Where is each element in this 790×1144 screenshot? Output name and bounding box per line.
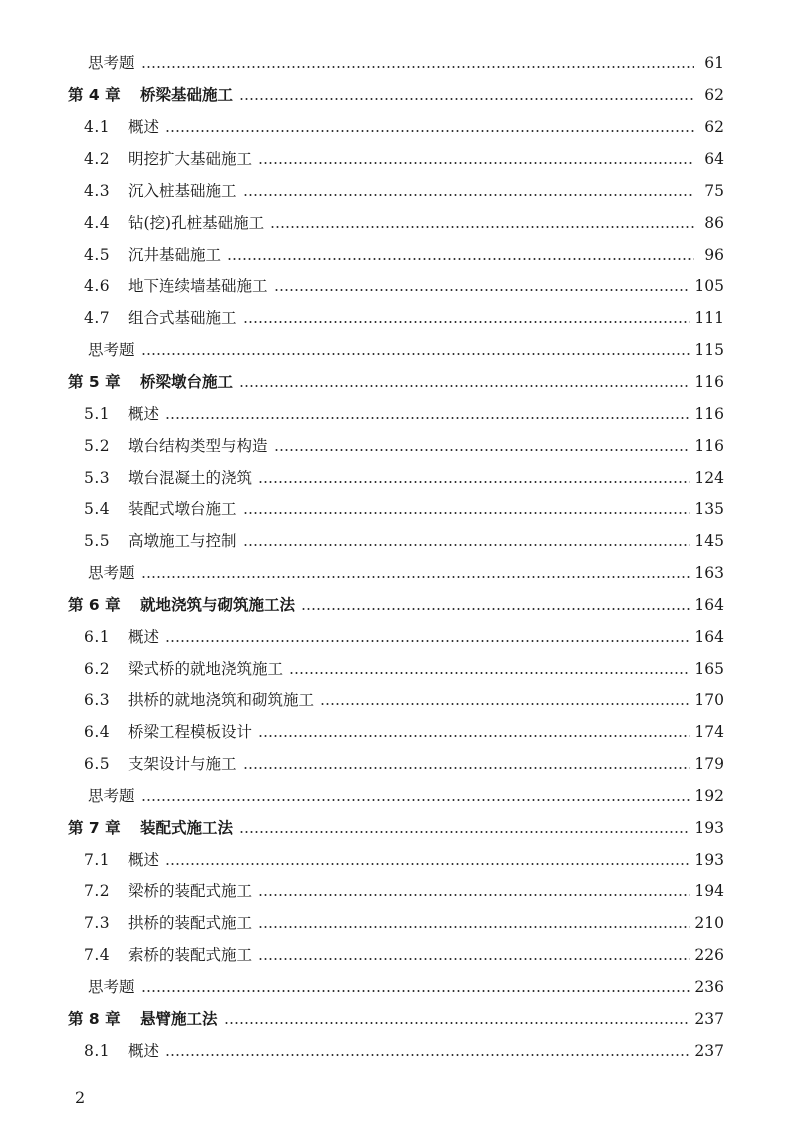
toc-entry-page: 96 bbox=[704, 246, 724, 264]
toc-entry-number: 4.2 bbox=[84, 150, 111, 168]
toc-entry-page: 116 bbox=[694, 405, 724, 423]
dot-leader bbox=[227, 258, 694, 260]
toc-entry-title: 就地浇筑与砌筑施工法 bbox=[140, 596, 296, 614]
dot-leader bbox=[270, 226, 694, 228]
toc-entry-number: 6.1 bbox=[84, 628, 111, 646]
toc-entry-page: 75 bbox=[704, 182, 724, 200]
dot-leader bbox=[243, 544, 691, 546]
toc-entry-title: 支架设计与施工 bbox=[128, 755, 237, 773]
dot-leader bbox=[243, 767, 691, 769]
toc-entry-page: 61 bbox=[704, 54, 724, 72]
dot-leader bbox=[258, 481, 690, 483]
dot-leader bbox=[243, 321, 691, 323]
toc-entry-title: 思考题 bbox=[88, 787, 135, 805]
toc-entry-title: 组合式基础施工 bbox=[128, 309, 237, 327]
toc-entry-section[interactable] bbox=[84, 176, 724, 200]
toc-entry-section[interactable] bbox=[84, 271, 724, 295]
toc-entry-section[interactable] bbox=[84, 845, 724, 869]
toc-entry-title: 概述 bbox=[128, 405, 160, 423]
page-number: 2 bbox=[75, 1088, 86, 1107]
toc-entry-number: 5.3 bbox=[84, 469, 111, 487]
toc-entry-number: 7.2 bbox=[84, 882, 111, 900]
toc-entry-number: 6.5 bbox=[84, 755, 111, 773]
toc-entry-chapter[interactable] bbox=[68, 590, 724, 614]
toc-entry-number: 8.1 bbox=[84, 1042, 111, 1060]
toc-entry-page: 174 bbox=[694, 723, 724, 741]
dot-leader bbox=[258, 926, 690, 928]
toc-entry-page: 179 bbox=[694, 755, 724, 773]
dot-leader bbox=[239, 98, 694, 100]
toc-entry-section[interactable] bbox=[84, 208, 724, 232]
toc-entry-section[interactable] bbox=[84, 654, 724, 678]
dot-leader bbox=[239, 831, 690, 833]
toc-entry-number: 第 8 章 bbox=[68, 1010, 121, 1028]
toc-entry-title: 概述 bbox=[128, 1042, 160, 1060]
toc-entry-section[interactable] bbox=[84, 622, 724, 646]
dot-leader bbox=[301, 608, 690, 610]
toc-entry-page: 62 bbox=[704, 86, 724, 104]
toc-entry-page: 226 bbox=[694, 946, 724, 964]
toc-entry-section[interactable] bbox=[84, 112, 724, 136]
dot-leader bbox=[258, 735, 690, 737]
toc-entry-number: 4.3 bbox=[84, 182, 111, 200]
toc-entry-number: 5.4 bbox=[84, 500, 111, 518]
toc-entry-number: 第 6 章 bbox=[68, 596, 121, 614]
toc-entry-number: 第 7 章 bbox=[68, 819, 121, 837]
toc-entry-section[interactable] bbox=[84, 526, 724, 550]
toc-entry-page: 124 bbox=[694, 469, 724, 487]
dot-leader bbox=[141, 353, 691, 355]
toc-entry-title: 装配式施工法 bbox=[140, 819, 234, 837]
toc-entry-questions[interactable] bbox=[88, 558, 724, 582]
toc-entry-page: 192 bbox=[694, 787, 724, 805]
toc-entry-title: 概述 bbox=[128, 628, 160, 646]
toc-entry-page: 237 bbox=[694, 1010, 724, 1028]
dot-leader bbox=[141, 576, 691, 578]
toc-entry-page: 62 bbox=[704, 118, 724, 136]
dot-leader bbox=[258, 162, 694, 164]
toc-entry-page: 135 bbox=[694, 500, 724, 518]
toc-entry-page: 145 bbox=[694, 532, 724, 550]
dot-leader bbox=[258, 894, 690, 896]
toc-entry-questions[interactable] bbox=[88, 781, 724, 805]
dot-leader bbox=[165, 640, 690, 642]
toc-entry-title: 思考题 bbox=[88, 341, 135, 359]
toc-entry-number: 6.4 bbox=[84, 723, 111, 741]
toc-entry-number: 7.3 bbox=[84, 914, 111, 932]
toc-entry-page: 237 bbox=[694, 1042, 724, 1060]
dot-leader bbox=[289, 672, 690, 674]
dot-leader bbox=[165, 1054, 690, 1056]
toc-entry-section[interactable] bbox=[84, 463, 724, 487]
toc-entry-number: 4.7 bbox=[84, 309, 111, 327]
toc-entry-section[interactable] bbox=[84, 749, 724, 773]
toc-entry-section[interactable] bbox=[84, 908, 724, 932]
toc-entry-page: 236 bbox=[694, 978, 724, 996]
dot-leader bbox=[141, 799, 691, 801]
toc-entry-title: 桥梁基础施工 bbox=[140, 86, 234, 104]
toc-entry-section[interactable] bbox=[84, 876, 724, 900]
dot-leader bbox=[258, 958, 690, 960]
toc-entry-number: 7.1 bbox=[84, 851, 111, 869]
toc-entry-questions[interactable] bbox=[88, 335, 724, 359]
toc-entry-chapter[interactable] bbox=[68, 80, 724, 104]
toc-entry-number: 第 4 章 bbox=[68, 86, 121, 104]
toc-entry-title: 梁桥的装配式施工 bbox=[128, 882, 253, 900]
toc-entry-title: 沉入桩基础施工 bbox=[128, 182, 237, 200]
toc-entry-title: 墩台结构类型与构造 bbox=[128, 437, 268, 455]
dot-leader bbox=[274, 449, 691, 451]
toc-entry-title: 拱桥的就地浇筑和砌筑施工 bbox=[128, 691, 315, 709]
dot-leader bbox=[243, 512, 691, 514]
toc-entry-page: 170 bbox=[694, 691, 724, 709]
dot-leader bbox=[274, 289, 691, 291]
toc-entry-title: 钻(挖)孔桩基础施工 bbox=[128, 214, 265, 232]
toc-entry-page: 116 bbox=[694, 437, 724, 455]
dot-leader bbox=[141, 66, 694, 68]
toc-entry-title: 沉井基础施工 bbox=[128, 246, 222, 264]
toc-entry-section[interactable] bbox=[84, 144, 724, 168]
toc-entry-page: 193 bbox=[694, 819, 724, 837]
toc-entry-page: 64 bbox=[704, 150, 724, 168]
toc-entry-title: 梁式桥的就地浇筑施工 bbox=[128, 660, 284, 678]
dot-leader bbox=[239, 385, 690, 387]
toc-entry-chapter[interactable] bbox=[68, 367, 724, 391]
dot-leader bbox=[224, 1022, 691, 1024]
toc-entry-title: 地下连续墙基础施工 bbox=[128, 277, 268, 295]
toc-entry-page: 194 bbox=[694, 882, 724, 900]
toc-entry-title: 思考题 bbox=[88, 54, 135, 72]
toc-entry-number: 7.4 bbox=[84, 946, 111, 964]
toc-entry-title: 悬臂施工法 bbox=[140, 1010, 218, 1028]
toc-entry-section[interactable] bbox=[84, 431, 724, 455]
toc-entry-number: 第 5 章 bbox=[68, 373, 121, 391]
dot-leader bbox=[243, 194, 694, 196]
dot-leader bbox=[320, 703, 690, 705]
dot-leader bbox=[165, 863, 690, 865]
toc-entry-number: 4.6 bbox=[84, 277, 111, 295]
dot-leader bbox=[165, 417, 690, 419]
toc-entry-section[interactable] bbox=[84, 685, 724, 709]
toc-entry-section[interactable] bbox=[84, 717, 724, 741]
toc-entry-title: 拱桥的装配式施工 bbox=[128, 914, 253, 932]
toc-entry-section[interactable] bbox=[84, 494, 724, 518]
toc-entry-title: 概述 bbox=[128, 118, 160, 136]
toc-entry-number: 5.5 bbox=[84, 532, 111, 550]
toc-entry-title: 墩台混凝土的浇筑 bbox=[128, 469, 253, 487]
toc-entry-section[interactable] bbox=[84, 303, 724, 327]
dot-leader bbox=[165, 130, 694, 132]
toc-entry-section[interactable] bbox=[84, 1036, 724, 1060]
toc-entry-questions[interactable] bbox=[88, 48, 724, 72]
toc-entry-title: 桥梁墩台施工 bbox=[140, 373, 234, 391]
toc-entry-page: 86 bbox=[704, 214, 724, 232]
toc-entry-title: 索桥的装配式施工 bbox=[128, 946, 253, 964]
toc-entry-page: 164 bbox=[694, 628, 724, 646]
toc-entry-page: 116 bbox=[694, 373, 724, 391]
toc-entry-page: 164 bbox=[694, 596, 724, 614]
toc-entry-number: 6.3 bbox=[84, 691, 111, 709]
toc-entry-number: 6.2 bbox=[84, 660, 111, 678]
toc-entry-number: 5.1 bbox=[84, 405, 111, 423]
toc-entry-section[interactable] bbox=[84, 940, 724, 964]
toc-entry-title: 桥梁工程模板设计 bbox=[128, 723, 253, 741]
toc-entry-number: 5.2 bbox=[84, 437, 111, 455]
toc-entry-title: 思考题 bbox=[88, 564, 135, 582]
toc-entry-title: 思考题 bbox=[88, 978, 135, 996]
toc-entry-chapter[interactable] bbox=[68, 1004, 724, 1028]
toc-entry-page: 105 bbox=[694, 277, 724, 295]
toc-entry-title: 明挖扩大基础施工 bbox=[128, 150, 253, 168]
toc-entry-title: 概述 bbox=[128, 851, 160, 869]
toc-entry-questions[interactable] bbox=[88, 972, 724, 996]
toc-entry-page: 165 bbox=[694, 660, 724, 678]
toc-entry-page: 193 bbox=[694, 851, 724, 869]
toc-entry-page: 210 bbox=[694, 914, 724, 932]
toc-entry-page: 115 bbox=[694, 341, 724, 359]
toc-entry-title: 装配式墩台施工 bbox=[128, 500, 237, 518]
dot-leader bbox=[141, 990, 691, 992]
toc-entry-number: 4.1 bbox=[84, 118, 111, 136]
toc-entry-section[interactable] bbox=[84, 240, 724, 264]
toc-entry-page: 111 bbox=[694, 309, 724, 327]
toc-entry-number: 4.5 bbox=[84, 246, 111, 264]
toc-entry-chapter[interactable] bbox=[68, 813, 724, 837]
toc-entry-page: 163 bbox=[694, 564, 724, 582]
toc-entry-number: 4.4 bbox=[84, 214, 111, 232]
toc-entry-section[interactable] bbox=[84, 399, 724, 423]
toc-entry-title: 高墩施工与控制 bbox=[128, 532, 237, 550]
